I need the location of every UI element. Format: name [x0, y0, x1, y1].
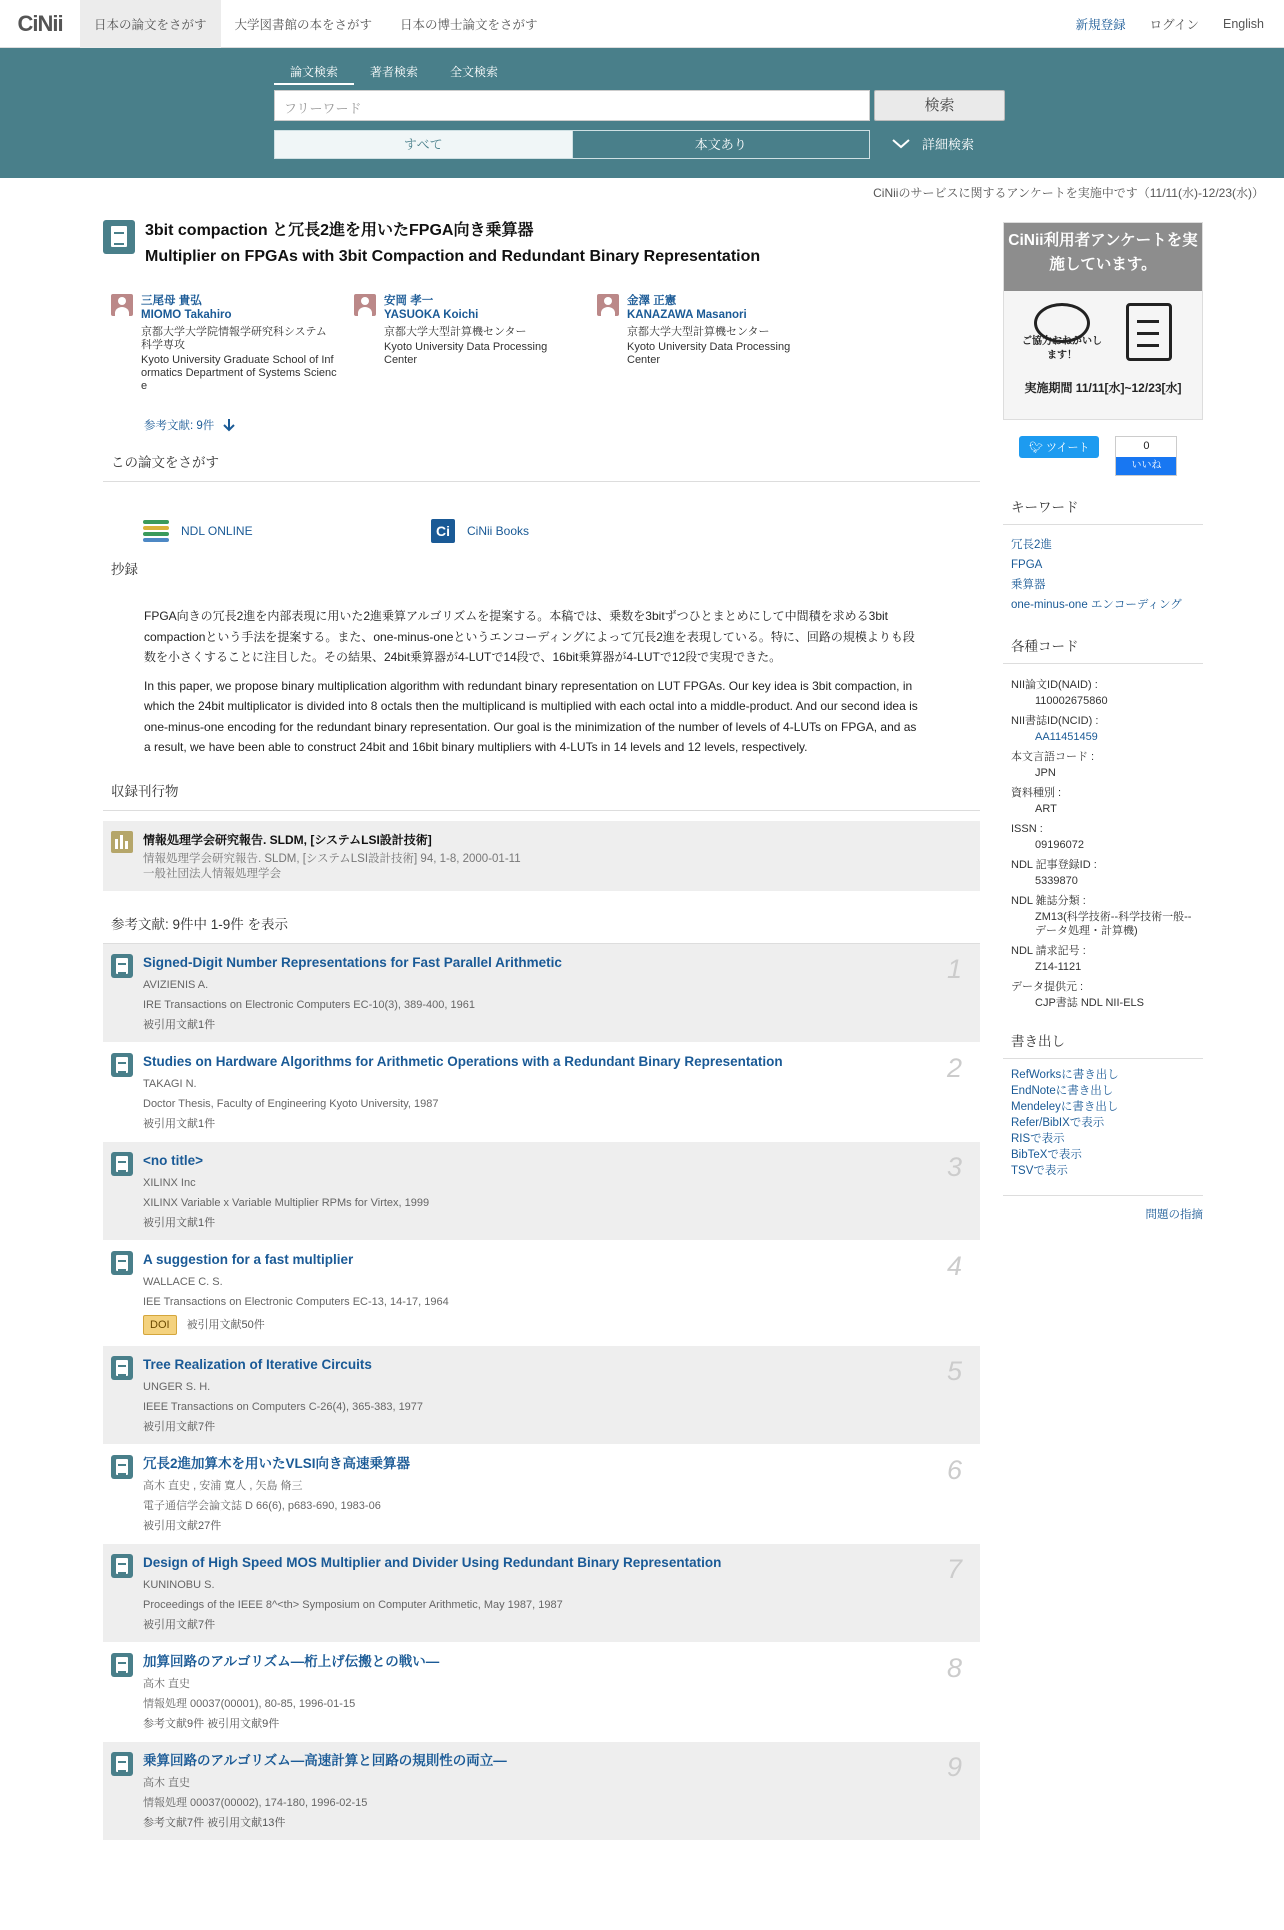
ndl-online-label: NDL ONLINE	[181, 524, 253, 538]
search-input[interactable]: フリーワード	[274, 90, 870, 121]
author-affiliation-ja: 京都大学大学院情報学研究科システム科学専攻	[141, 326, 327, 351]
advanced-search-label: 詳細検索	[922, 137, 975, 152]
reference-citations	[143, 1816, 972, 1830]
share-buttons	[1003, 436, 1203, 476]
article-icon	[111, 1356, 133, 1380]
code-label: NII書誌ID(NCID) :	[1011, 715, 1099, 727]
find-article-heading: この論文をさがす	[103, 451, 980, 482]
availability-toggle	[274, 130, 870, 159]
register-link[interactable]: 新規登録	[1075, 18, 1126, 32]
abstract-ja: FPGA向きの冗長2進を内部表現に用いた2進乗算アルゴリズムを提案する。本稿では、乗数を3bitずつひとまとめにして中間積を求める3bit compactionという手法を提案する。また、one-minus-oneというエンコーディングによって冗長2進を表現している。特に、回路の規模よりも段数を小さくすることに注目した。その結果、24bit乗算器が4-LUTで14段で、16bit乗算器が4-LUTで12段で実現できた。	[144, 609, 915, 664]
article-icon	[111, 1053, 133, 1077]
like-label: いいね	[1116, 457, 1176, 475]
person-icon	[111, 294, 133, 316]
code-label: NII論文ID(NAID) :	[1011, 679, 1098, 691]
reference-title[interactable]: A suggestion for a fast multiplier	[143, 1251, 354, 1267]
tab-university-books[interactable]: 大学図書館の本をさがす	[234, 17, 373, 32]
reference-citations	[143, 1519, 972, 1533]
reference-source: 電子通信学会論文誌 D 66(6), p683-690, 1983-06	[143, 1499, 381, 1512]
reference-author: 高木 直史	[143, 1677, 191, 1690]
cinii-logo[interactable]: CiNii	[17, 10, 63, 36]
reference-citations	[143, 1216, 972, 1230]
reference-source: IRE Transactions on Electronic Computers EC-10(3), 389-400, 1961	[143, 998, 475, 1011]
author-affiliation-ja: 京都大学大型計算機センター	[384, 326, 527, 338]
publication-detail: 情報処理学会研究報告. SLDM, [システムLSI設計技術] 94, 1-8, 2000-01-11	[143, 852, 521, 865]
publication-card[interactable]	[103, 821, 980, 891]
reference-author: 高木 直史	[143, 1776, 191, 1789]
banner-note: ご協力おねがいします！	[1022, 336, 1102, 361]
reference-number: 1	[946, 953, 962, 984]
publication-title: 情報処理学会研究報告. SLDM, [システムLSI設計技術]	[143, 832, 432, 847]
references-count: 参考文献: 9件	[144, 420, 215, 432]
author-name-en[interactable]: YASUOKA Koichi	[384, 309, 479, 321]
reference-row	[103, 1043, 980, 1142]
code-label: データ提供元 :	[1011, 981, 1084, 993]
search-button[interactable]: 検索	[874, 90, 1005, 121]
reference-row	[103, 944, 980, 1043]
abstract	[103, 588, 980, 758]
keyword-link[interactable]: 乗算器	[1011, 579, 1046, 591]
like-button[interactable]	[1115, 436, 1177, 476]
keyword-link[interactable]: 冗長2進	[1011, 539, 1052, 551]
author-name-ja[interactable]: 安岡 孝一	[384, 295, 434, 307]
person-icon	[354, 294, 376, 316]
export-refer-link[interactable]: Refer/BibIXで表示	[1011, 1117, 1105, 1129]
reference-row	[103, 1241, 980, 1346]
code-value: 5339870	[1035, 875, 1078, 887]
survey-notice[interactable]: CiNiiのサービスに関するアンケートを実施中です（11/11(水)-12/23(水)）	[873, 186, 1264, 200]
article-icon	[111, 1455, 133, 1479]
cited-by-count[interactable]: 被引用文献27件	[143, 1519, 222, 1532]
reference-source: Proceedings of the IEEE 8^<th> Symposium on Computer Arithmetic, May 1987, 1987	[143, 1598, 563, 1611]
article-title-ja: 3bit compaction と冗長2進を用いたFPGA向き乗算器	[145, 222, 534, 239]
arrow-down-icon	[222, 418, 236, 432]
report-problem-area	[1003, 1195, 1203, 1222]
reference-citations	[143, 1618, 972, 1632]
reference-number: 2	[946, 1052, 962, 1083]
author-list	[103, 294, 980, 393]
doi-badge[interactable]: DOI	[143, 1315, 177, 1335]
reference-citations	[143, 1717, 972, 1731]
reference-author: WALLACE C. S.	[143, 1275, 223, 1288]
chevron-down-icon	[892, 139, 910, 149]
code-value: 09196072	[1035, 839, 1084, 851]
cinii-books-label: CiNii Books	[467, 524, 530, 538]
tab-fulltext-search[interactable]: 全文検索	[450, 65, 499, 79]
keyword-list	[1003, 525, 1203, 615]
export-heading: 書き出し	[1003, 1030, 1203, 1059]
article-icon	[111, 1752, 133, 1776]
author-card	[354, 294, 597, 393]
reference-author: AVIZIENIS A.	[143, 978, 209, 991]
cinii-books-link[interactable]	[431, 504, 719, 558]
article-icon	[111, 1653, 133, 1677]
abstract-en: In this paper, we propose binary multiplication algorithm with redundant binary representation on LUT FPGAs. Our key idea is 3bit compaction, in which the 24bit multiplicator is divided into 8 octals then the multiplicand is multiplied with each octal into a middle-product. And our second idea is one-minus-one encoding for the redundant binary representation. Our goal is the minimization of the number of levels of 4-LUTs on FPGA, and as a result, we have been able to construct 24bit and 16bit binary multipliers with 4-LUTs in 14 levels and 12 levels, respectively.	[144, 678, 918, 754]
cited-by-count[interactable]: 被引用文献50件	[186, 1318, 265, 1331]
code-value: JPN	[1035, 767, 1056, 779]
reference-source: 情報処理 00037(00001), 80-85, 1996-01-15	[143, 1697, 356, 1710]
author-name-ja[interactable]: 三尾母 貴弘	[141, 295, 202, 307]
banner-title: CiNii利用者アンケートを実施しています。	[1004, 223, 1202, 291]
keyword-link[interactable]: FPGA	[1011, 559, 1043, 571]
survey-banner[interactable]	[1003, 222, 1203, 420]
reference-source: XILINX Variable x Variable Multiplier RPMs for Virtex, 1999	[143, 1196, 430, 1209]
reference-number: 5	[946, 1355, 962, 1386]
reference-title[interactable]: Design of High Speed MOS Multiplier and Divider Using Redundant Binary Representation	[143, 1554, 722, 1570]
advanced-search-toggle[interactable]	[892, 134, 974, 153]
export-tsv-link[interactable]: TSVで表示	[1011, 1165, 1068, 1177]
journal-icon	[111, 831, 133, 853]
clipboard-icon	[1126, 303, 1172, 361]
cited-by-count[interactable]: 被引用文献1件	[143, 1117, 216, 1130]
reference-number: 7	[946, 1553, 962, 1584]
reference-author: UNGER S. H.	[143, 1380, 211, 1393]
code-value: ZM13(科学技術--科学技術一般--データ処理・計算機)	[1035, 911, 1192, 937]
reference-row	[103, 1544, 980, 1643]
author-affiliation-ja: 京都大学大型計算機センター	[627, 326, 770, 338]
main-content	[103, 220, 980, 1841]
reference-source: IEE Transactions on Electronic Computers EC-13, 14-17, 1964	[143, 1295, 449, 1308]
export-endnote-link[interactable]: EndNoteに書き出し	[1011, 1085, 1114, 1097]
article-icon	[111, 1554, 133, 1578]
reference-citations	[143, 1018, 972, 1032]
reference-row	[103, 1742, 980, 1841]
reference-source: Doctor Thesis, Faculty of Engineering Kyoto University, 1987	[143, 1097, 439, 1110]
tab-author-search[interactable]: 著者検索	[370, 65, 419, 79]
search-band	[0, 48, 1284, 178]
article-title-block	[103, 220, 980, 268]
author-card	[111, 294, 354, 393]
cited-by-count[interactable]: 被引用文献7件	[143, 1618, 216, 1631]
reference-title[interactable]: 冗長2進加算木を用いたVLSI向き高速乗算器	[143, 1455, 411, 1471]
speech-bubble-icon	[1034, 303, 1090, 343]
cited-by-count[interactable]: 参考文献7件 被引用文献13件	[143, 1816, 286, 1829]
author-affiliation-en: Kyoto University Graduate School of Informatics Department of Systems Science	[141, 354, 337, 392]
code-value: ART	[1035, 803, 1057, 815]
code-label: 本文言語コード :	[1011, 751, 1095, 763]
article-icon	[111, 1251, 133, 1275]
article-icon	[111, 1152, 133, 1176]
reference-number: 3	[946, 1151, 962, 1182]
login-link[interactable]: ログイン	[1149, 18, 1199, 32]
report-problem-link[interactable]: 問題の指摘	[1145, 1209, 1203, 1221]
author-affiliation-en: Kyoto University Data Processing Center	[627, 341, 791, 366]
like-count: 0	[1143, 440, 1150, 452]
twitter-icon: 🐦︎	[1029, 442, 1043, 454]
person-icon	[597, 294, 619, 316]
ndl-logo-icon	[143, 520, 169, 542]
reference-title[interactable]: <no title>	[143, 1152, 204, 1168]
reference-number: 9	[946, 1751, 962, 1782]
code-value: CJP書誌 NDL NII-ELS	[1035, 997, 1145, 1009]
reference-citations	[143, 1315, 972, 1335]
cited-by-count[interactable]: 被引用文献1件	[143, 1216, 216, 1229]
sidebar	[1003, 222, 1203, 1222]
export-list	[1003, 1059, 1203, 1179]
codes-heading: 各種コード	[1003, 635, 1203, 664]
tweet-label: ツイート	[1046, 442, 1090, 454]
code-list	[1003, 664, 1203, 1010]
account-links	[1076, 0, 1264, 48]
tweet-button[interactable]	[1019, 436, 1099, 458]
export-refworks-link[interactable]: RefWorksに書き出し	[1011, 1069, 1119, 1081]
code-value: 110002675860	[1035, 695, 1108, 707]
banner-period: 実施期間 11/11[水]~12/23[水]	[1024, 381, 1182, 395]
code-label: NDL 請求記号 :	[1011, 945, 1086, 957]
code-value[interactable]: AA11451459	[1035, 731, 1098, 743]
reference-citations	[143, 1420, 972, 1434]
reference-title[interactable]: 乗算回路のアルゴリズム―高速計算と回路の規則性の両立―	[143, 1752, 507, 1768]
references-heading: 参考文献: 9件中 1-9件 を表示	[103, 913, 980, 944]
reference-list	[103, 944, 980, 1841]
author-name-ja[interactable]: 金澤 正憲	[627, 295, 677, 307]
reference-author: TAKAGI N.	[143, 1077, 197, 1090]
cinii-books-icon: Ci	[431, 519, 455, 543]
cited-by-count[interactable]: 被引用文献1件	[143, 1018, 216, 1031]
reference-author: KUNINOBU S.	[143, 1578, 215, 1591]
reference-title[interactable]: Tree Realization of Iterative Circuits	[143, 1356, 372, 1372]
code-label: NDL 雑誌分類 :	[1011, 895, 1086, 907]
code-value: Z14-1121	[1035, 961, 1082, 973]
author-name-en[interactable]: MIOMO Takahiro	[141, 309, 232, 321]
code-label: NDL 記事登録ID :	[1011, 859, 1097, 871]
find-article-links	[103, 482, 980, 558]
author-card	[597, 294, 840, 393]
export-bibtex-link[interactable]: BibTeXで表示	[1011, 1149, 1082, 1161]
reference-row	[103, 1445, 980, 1544]
reference-source: 情報処理 00037(00002), 174-180, 1996-02-15	[143, 1796, 368, 1809]
reference-source: IEEE Transactions on Computers C-26(4), 365-383, 1977	[143, 1400, 424, 1413]
reference-citations	[143, 1117, 972, 1131]
ndl-online-link[interactable]	[143, 504, 431, 558]
code-label: 資料種別 :	[1011, 787, 1062, 799]
reference-author: 高木 直史 , 安浦 寛人 , 矢島 脩三	[143, 1479, 303, 1492]
reference-row	[103, 1142, 980, 1241]
article-title-en: Multiplier on FPGAs with 3bit Compaction and Redundant Binary Representation	[145, 248, 761, 265]
reference-row	[103, 1643, 980, 1742]
code-label: ISSN :	[1011, 823, 1043, 835]
toggle-all[interactable]: すべて	[275, 131, 572, 158]
article-icon	[111, 954, 133, 978]
english-link[interactable]: English	[1223, 17, 1264, 31]
reference-row	[103, 1346, 980, 1445]
reference-title[interactable]: Signed-Digit Number Representations for Fast Parallel Arithmetic	[143, 954, 562, 970]
top-nav	[0, 0, 1284, 48]
toggle-fulltext[interactable]: 本文あり	[572, 131, 870, 158]
reference-number: 6	[946, 1454, 962, 1485]
article-icon	[103, 220, 135, 254]
reference-title[interactable]: 加算回路のアルゴリズム―桁上げ伝搬との戦い―	[143, 1653, 440, 1669]
publication-heading: 収録刊行物	[103, 780, 980, 811]
cited-by-count[interactable]: 参考文献9件 被引用文献9件	[143, 1717, 280, 1730]
export-mendeley-link[interactable]: Mendeleyに書き出し	[1011, 1101, 1119, 1113]
tab-japanese-articles[interactable]: 日本の論文をさがす	[80, 0, 221, 48]
search-mode-tabs	[274, 63, 514, 85]
references-link[interactable]	[144, 417, 980, 433]
author-name-en[interactable]: KANAZAWA Masanori	[627, 309, 747, 321]
reference-author: XILINX Inc	[143, 1176, 196, 1189]
reference-number: 4	[946, 1250, 962, 1281]
tab-dissertations[interactable]: 日本の博士論文をさがす	[400, 17, 538, 32]
reference-number: 8	[946, 1652, 962, 1683]
abstract-heading: 抄録	[111, 562, 138, 577]
keywords-heading: キーワード	[1003, 496, 1203, 525]
author-affiliation-en: Kyoto University Data Processing Center	[384, 341, 548, 366]
cited-by-count[interactable]: 被引用文献7件	[143, 1420, 216, 1433]
export-ris-link[interactable]: RISで表示	[1011, 1133, 1065, 1145]
publication-publisher: 一般社団法人情報処理学会	[143, 867, 281, 880]
keyword-link[interactable]: one-minus-one エンコーディング	[1011, 599, 1182, 611]
reference-title[interactable]: Studies on Hardware Algorithms for Arithmetic Operations with a Redundant Binary Representation	[143, 1053, 783, 1069]
tab-article-search[interactable]: 論文検索	[274, 63, 354, 85]
